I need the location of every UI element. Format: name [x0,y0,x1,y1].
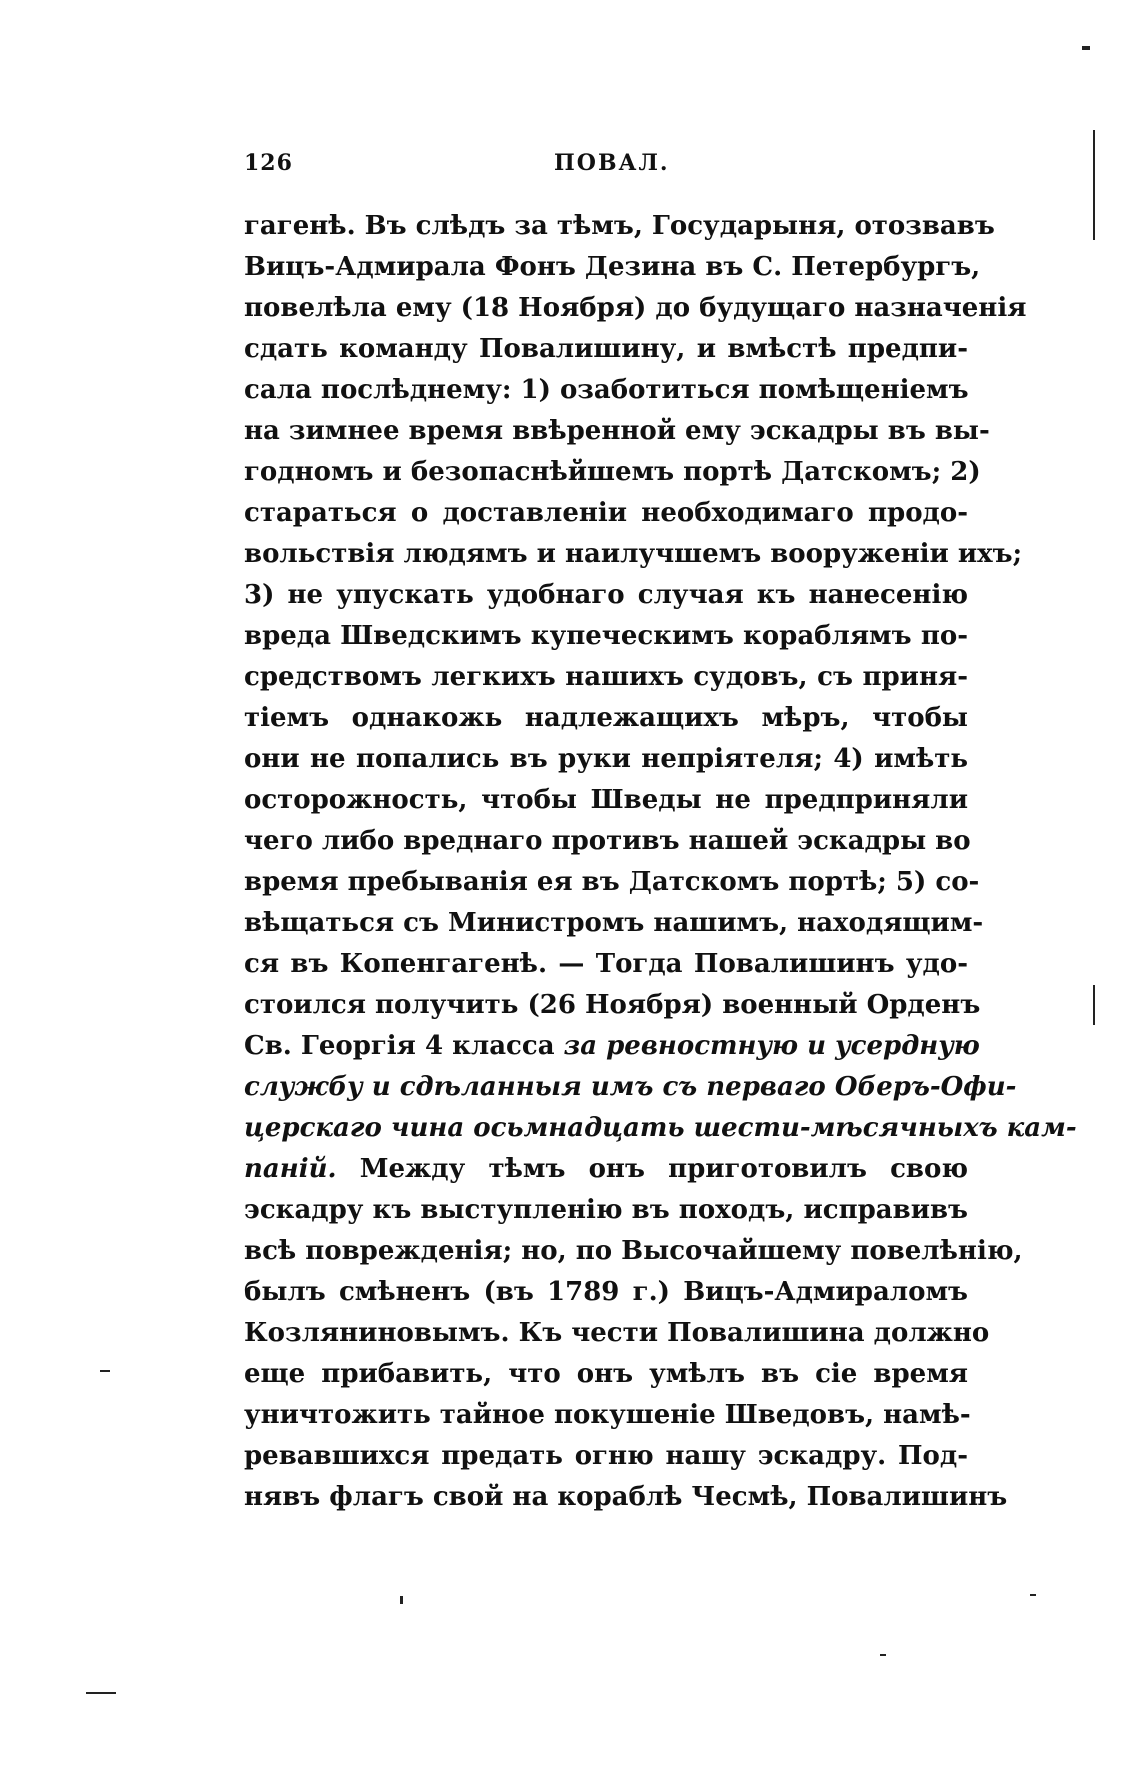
text-line: былъ смѣненъ (въ 1789 г.) Вицъ-Адмираломъ [244,1277,968,1307]
text-line: службу и сдѣланныя имъ съ перваго Оберъ-Офи- [244,1072,1017,1102]
text-line: 3) не упускать удобнаго случая къ нанесенію [244,580,968,610]
text-line-plain: Св. Георгія 4 класса [244,1031,564,1061]
text-line: осторожность, чтобы Шведы не предприняли [244,785,968,815]
text-line: еще прибавить, что онъ умѣлъ въ сіе время [244,1359,968,1389]
text-line-emphasis: паній. [244,1154,337,1184]
text-line: ревавшихся предать огню нашу эскадру. Под- [244,1441,968,1471]
scan-mark [400,1596,403,1604]
text-line: на зимнее время ввѣренной ему эскадры въ вы- [244,416,990,446]
scan-mark [880,1654,886,1656]
text-line: Вицъ-Адмирала Фонъ Дезина въ С. Петербургъ, [244,252,981,282]
scan-mark [1030,1594,1036,1596]
running-head: ПОВАЛ. [554,150,670,176]
text-line: годномъ и безопаснѣйшемъ портѣ Датскомъ; 2) [244,457,981,487]
text-line: уничтожить тайное покушеніе Шведовъ, намѣ- [244,1400,971,1430]
scan-mark [1093,130,1095,240]
text-line: церскаго чина осьмнадцать шести-мѣсячныхъ кам- [244,1113,1077,1143]
scan-mark [100,1370,110,1372]
text-line-plain: Между тѣмъ онъ приготовилъ свою [336,1154,968,1184]
text-line [244,1026,980,1067]
text-line: сдать команду Повалишину, и вмѣстѣ предпи- [244,334,968,364]
text-line-emphasis: за ревностную и усердную [563,1031,980,1061]
text-line: стоился получить (26 Ноября) военный Орденъ [244,990,981,1020]
text-line: средствомъ легкихъ нашихъ судовъ, съ приня- [244,662,968,692]
text-line: стараться о доставленіи необходимаго продо- [244,498,968,528]
text-line: они не попались въ руки непріятеля; 4) имѣть [244,744,968,774]
text-line: эскадру къ выступленію въ походъ, исправивъ [244,1195,968,1225]
text-line: Козляниновымъ. Къ чести Повалишина должно [244,1318,990,1348]
page-number: 126 [244,150,293,176]
text-line: всѣ поврежденія; но, по Высочайшему повелѣнію, [244,1236,1023,1266]
body-text [244,206,1077,1518]
text-line: тіемъ однакожь надлежащихъ мѣръ, чтобы [244,703,968,733]
scan-mark [1093,985,1095,1025]
page-header [244,150,968,190]
text-line: ся въ Копенгагенѣ. — Тогда Повалишинъ удо- [244,949,968,979]
text-line: вѣщаться съ Министромъ нашимъ, находящим- [244,908,984,938]
text-line: повелѣла ему (18 Ноября) до будущаго назначенія [244,293,1027,323]
text-line [244,1149,968,1190]
text-line: время пребыванія ея въ Датскомъ портѣ; 5) со- [244,867,980,897]
text-line: вреда Шведскимъ купеческимъ кораблямъ по- [244,621,968,651]
text-line: гагенѣ. Въ слѣдъ за тѣмъ, Государыня, отозвавъ [244,211,995,241]
text-line: сала послѣднему: 1) озаботиться помѣщеніемъ [244,375,969,405]
text-line: нявъ флагъ свой на кораблѣ Чесмѣ, Повалишинъ [244,1482,1008,1512]
scan-mark [86,1692,116,1694]
text-line: чего либо вреднаго противъ нашей эскадры во [244,826,971,856]
scan-mark [1082,46,1090,50]
text-line: вольствія людямъ и наилучшемъ вооруженіи ихъ; [244,539,1023,569]
